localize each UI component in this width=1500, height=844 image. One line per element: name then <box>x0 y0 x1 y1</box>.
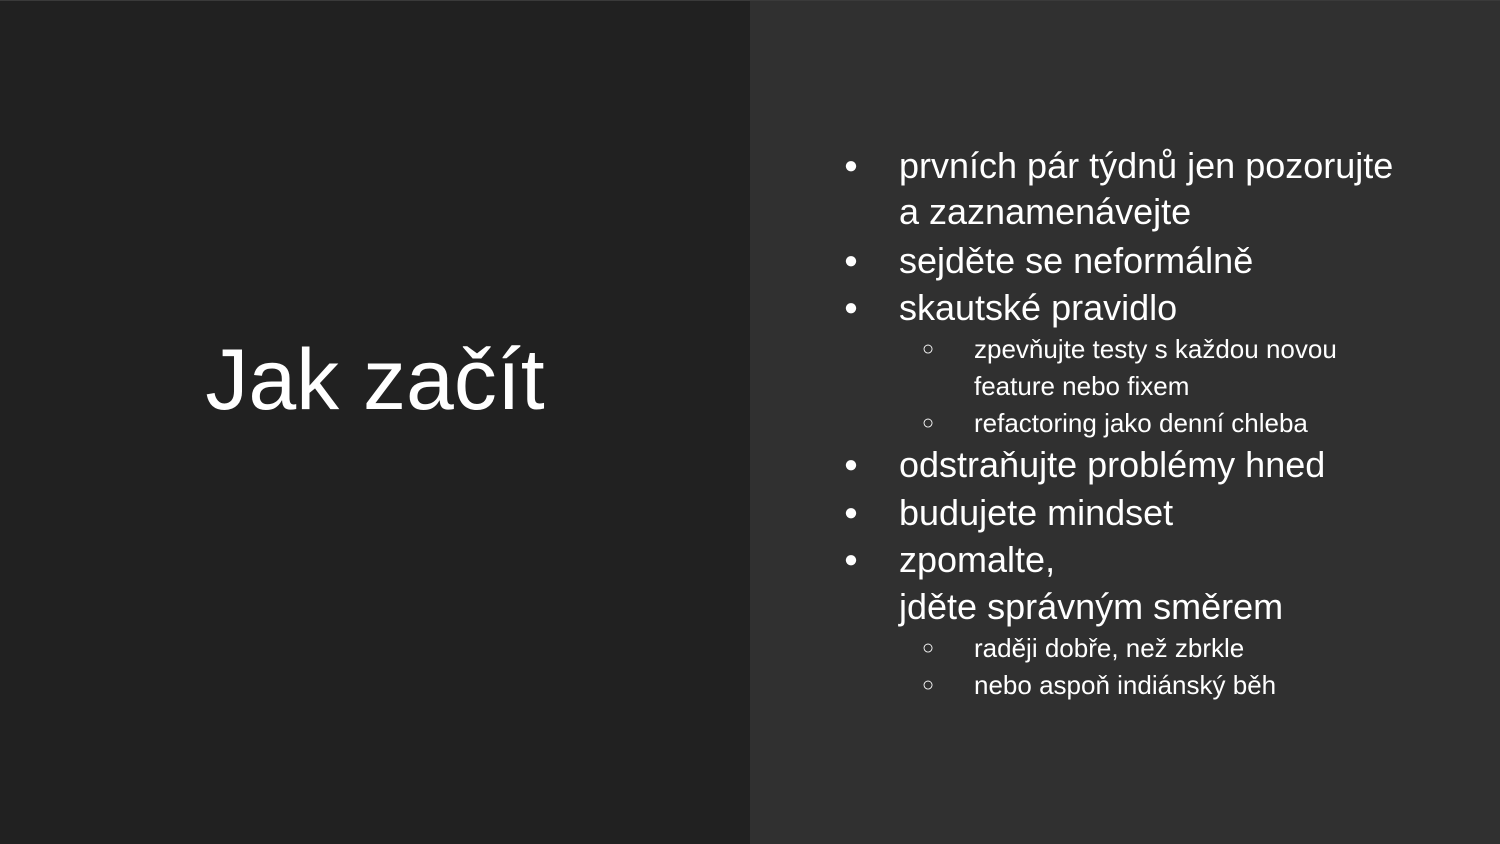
hollow-bullet-icon: ○ <box>921 637 935 659</box>
bullet-text-line: zpomalte, <box>899 539 1056 580</box>
filled-bullet-icon: ● <box>843 546 859 573</box>
bullet-text-line: jděte správným směrem <box>899 586 1284 627</box>
bullet-text-line: skautské pravidlo <box>899 287 1178 328</box>
filled-bullet-icon: ● <box>843 499 859 526</box>
hollow-bullet-icon: ○ <box>921 338 935 360</box>
bullet-text-line: refactoring jako denní chleba <box>974 408 1308 438</box>
bullet-text-line: feature nebo fixem <box>974 371 1190 401</box>
filled-bullet-icon: ● <box>843 247 859 274</box>
bullet-text-line: a zaznamenávejte <box>899 191 1192 232</box>
bullet-text-line: odstraňujte problémy hned <box>899 444 1326 485</box>
bullet-text-line: zpevňujte testy s každou novou <box>974 334 1337 364</box>
bullet-text-line: sejděte se neformálně <box>899 240 1254 281</box>
slide-title: Jak začít <box>205 332 545 428</box>
filled-bullet-icon: ● <box>843 294 859 321</box>
top-border-line <box>0 0 1500 1</box>
hollow-bullet-icon: ○ <box>921 412 935 434</box>
bullet-text-line: raději dobře, než zbrkle <box>974 633 1245 663</box>
bullet-text-line: prvních pár týdnů jen pozorujte <box>899 145 1394 186</box>
filled-bullet-icon: ● <box>843 152 859 179</box>
filled-bullet-icon: ● <box>843 451 859 478</box>
hollow-bullet-icon: ○ <box>921 674 935 696</box>
bullet-text-line: nebo aspoň indiánský běh <box>974 670 1277 700</box>
bullet-text-line: budujete mindset <box>899 492 1174 533</box>
